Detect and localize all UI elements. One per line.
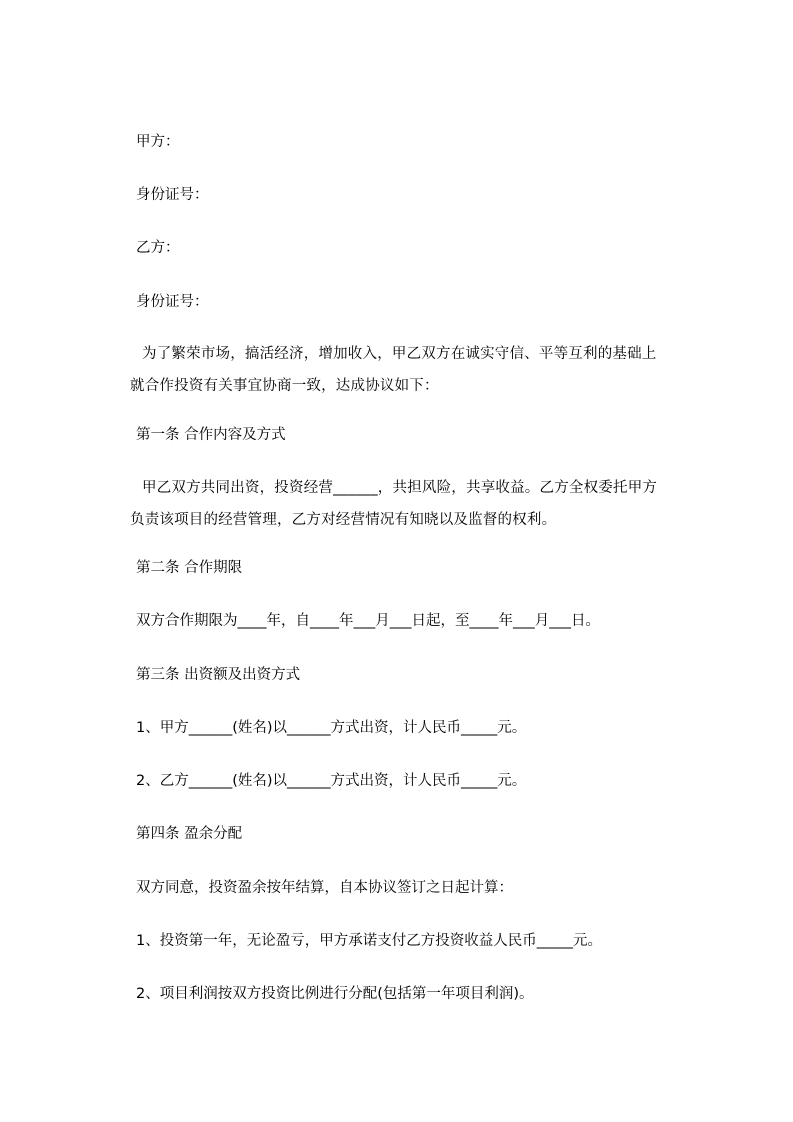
party-a-id-label: 身份证号： xyxy=(136,187,209,203)
article-2-heading: 第二条 合作期限 xyxy=(136,560,243,576)
article-2-text: 双方合作期限为____年，自____年___月___日起，至____年___月___日。 xyxy=(136,613,600,629)
article-1-paragraph xyxy=(130,472,658,536)
article-4-intro: 双方同意，投资盈余按年结算，自本协议签订之日起计算： xyxy=(136,880,513,896)
preamble-paragraph xyxy=(130,338,658,402)
article-1-heading: 第一条 合作内容及方式 xyxy=(136,427,286,443)
article-4-item-1: 1、投资第一年，无论盈亏，甲方承诺支付乙方投资收益人民币_____元。 xyxy=(136,933,602,949)
article-3-item-2: 2、乙方______(姓名)以______方式出资，计人民币_____元。 xyxy=(136,773,527,789)
article-1-line-1: 甲乙双方共同出资，投资经营______，共担风险，共享收益。乙方全权委托甲方 xyxy=(142,480,658,496)
party-a-label: 甲方： xyxy=(136,134,180,150)
article-4-heading: 第四条 盈余分配 xyxy=(136,826,243,842)
preamble-line-2: 就合作投资有关事宜协商一致，达成协议如下： xyxy=(130,378,439,394)
article-1-line-2: 负责该项目的经营管理，乙方对经营情况有知晓以及监督的权利。 xyxy=(130,512,557,528)
party-b-label: 乙方： xyxy=(136,240,180,256)
article-3-heading: 第三条 出资额及出资方式 xyxy=(136,667,301,683)
preamble-line-1: 为了繁荣市场，搞活经济，增加收入，甲乙双方在诚实守信、平等互利的基础上 xyxy=(142,346,657,362)
article-3-item-1: 1、甲方______(姓名)以______方式出资，计人民币_____元。 xyxy=(136,720,527,736)
party-b-id-label: 身份证号： xyxy=(136,294,209,310)
article-4-item-2: 2、项目利润按双方投资比例进行分配(包括第一年项目利润)。 xyxy=(136,986,534,1002)
